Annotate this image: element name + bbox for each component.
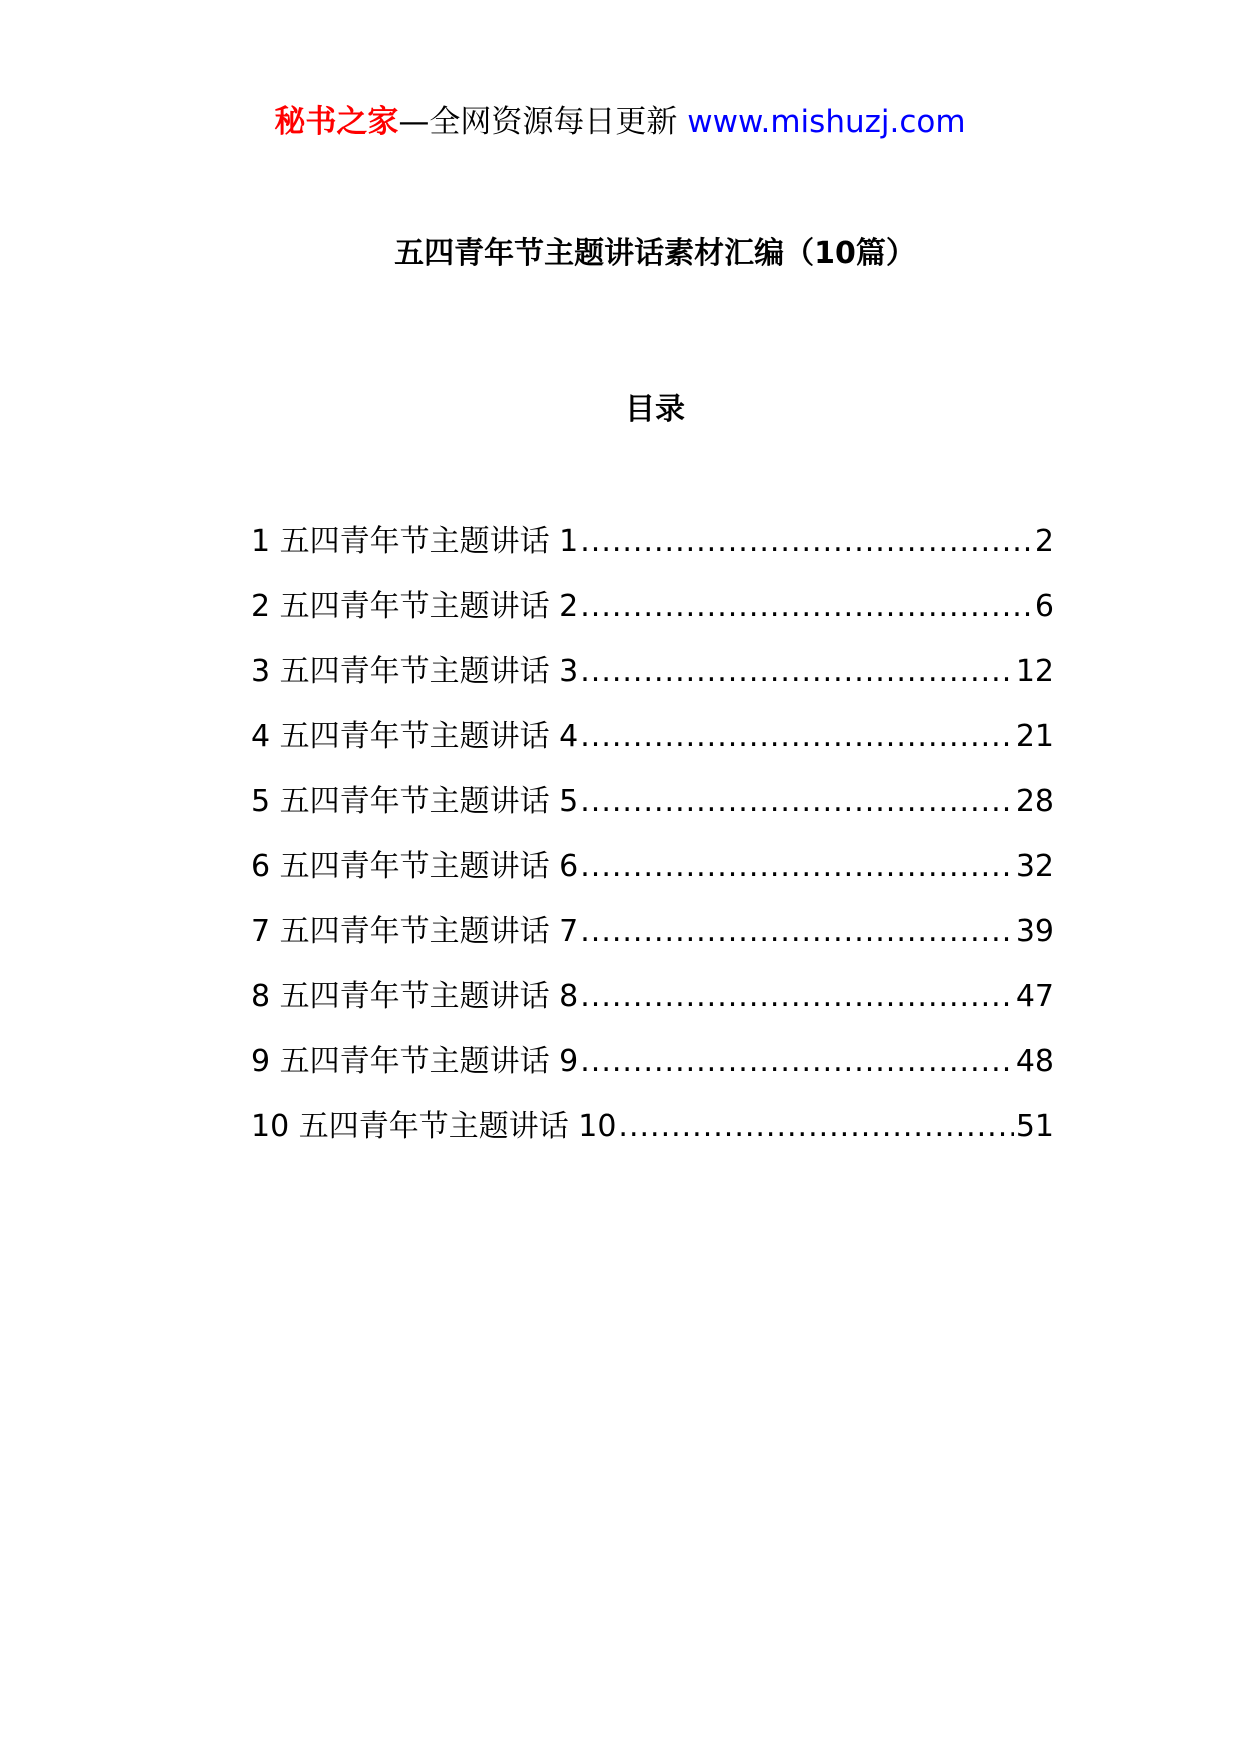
toc-entry-page: 12 — [1015, 654, 1054, 689]
toc-entry-page: 28 — [1015, 784, 1054, 819]
site-url-link[interactable]: www.mishuzj.com — [687, 104, 966, 140]
toc-dot-leader — [618, 1105, 1013, 1149]
header-banner — [0, 100, 1240, 144]
toc-dot-leader — [580, 845, 1014, 889]
toc-dot-leader — [580, 1040, 1014, 1084]
toc-entry-label: 9 五四青年节主题讲话 9 — [251, 1044, 579, 1079]
toc-dot-leader — [580, 715, 1014, 759]
toc-entry-8[interactable] — [251, 975, 1054, 1040]
toc-entry-label: 4 五四青年节主题讲话 4 — [251, 719, 579, 754]
toc-entry-page: 21 — [1015, 719, 1054, 754]
toc-entry-2[interactable] — [251, 585, 1054, 650]
toc-entry-6[interactable] — [251, 845, 1054, 910]
toc-entry-page: 48 — [1015, 1044, 1054, 1079]
toc-entry-page: 2 — [1034, 524, 1054, 559]
toc-entry-page: 39 — [1015, 914, 1054, 949]
toc-entry-label: 1 五四青年节主题讲话 1 — [251, 524, 579, 559]
toc-list — [251, 520, 1054, 1170]
toc-entry-4[interactable] — [251, 715, 1054, 780]
toc-heading: 目录 — [625, 392, 685, 427]
toc-entry-7[interactable] — [251, 910, 1054, 975]
toc-entry-label: 2 五四青年节主题讲话 2 — [251, 589, 579, 624]
toc-dot-leader — [580, 520, 1033, 564]
document-title: 五四青年节主题讲话素材汇编（10篇） — [394, 236, 916, 271]
toc-entry-page: 6 — [1034, 589, 1054, 624]
toc-dot-leader — [580, 910, 1014, 954]
toc-entry-3[interactable] — [251, 650, 1054, 715]
toc-dot-leader — [580, 585, 1033, 629]
toc-entry-label: 10 五四青年节主题讲话 10 — [251, 1109, 617, 1144]
toc-entry-label: 7 五四青年节主题讲话 7 — [251, 914, 579, 949]
toc-entry-page: 51 — [1015, 1109, 1054, 1144]
toc-entry-label: 6 五四青年节主题讲话 6 — [251, 849, 579, 884]
toc-entry-page: 47 — [1015, 979, 1054, 1014]
toc-entry-label: 3 五四青年节主题讲话 3 — [251, 654, 579, 689]
toc-entry-label: 5 五四青年节主题讲话 5 — [251, 784, 579, 819]
toc-dot-leader — [580, 650, 1014, 694]
toc-entry-10[interactable] — [251, 1105, 1054, 1170]
toc-entry-1[interactable] — [251, 520, 1054, 585]
toc-entry-5[interactable] — [251, 780, 1054, 845]
brand-name: 秘书之家 — [274, 104, 399, 140]
header-tagline: —全网资源每日更新 — [398, 104, 678, 140]
toc-entry-page: 32 — [1015, 849, 1054, 884]
toc-entry-9[interactable] — [251, 1040, 1054, 1105]
toc-entry-label: 8 五四青年节主题讲话 8 — [251, 979, 579, 1014]
toc-dot-leader — [580, 780, 1014, 824]
toc-dot-leader — [580, 975, 1014, 1019]
